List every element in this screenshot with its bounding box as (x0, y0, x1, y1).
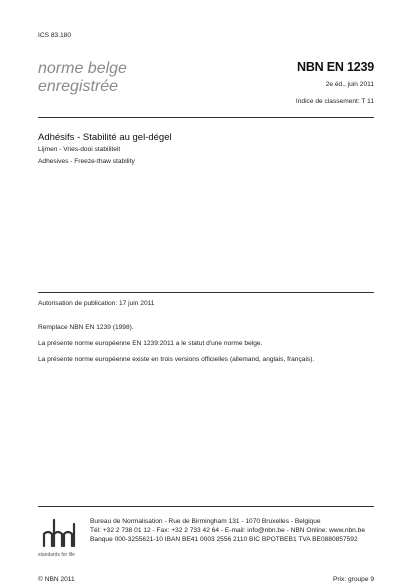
copyright: © NBN 2011 (38, 576, 75, 583)
footer-address: Bureau de Normalisation - Rue de Birmingham 131 - 1070 Bruxelles - Belgique (90, 518, 321, 525)
price-group: Prix: groupe 9 (332, 576, 374, 583)
ics-code: ICS 83.180 (38, 32, 71, 39)
publication-authorization: Autorisation de publication: 17 juin 2011 (38, 300, 155, 307)
status-paragraph: La présente norme européenne EN 1239:2011 a le statut d'une norme belge. (38, 340, 263, 347)
divider-bottom (38, 506, 374, 507)
subject-title-fr: Adhésifs - Stabilité au gel-dégel (38, 132, 172, 143)
doc-type-title-line1: norme belge (38, 60, 127, 77)
logo-tagline: standards for life (38, 552, 75, 558)
subject-title-en: Adhesives - Freeze-thaw stability (38, 158, 135, 165)
nbn-logo-icon (40, 510, 80, 550)
footer-bank: Banque 000-3255621-10 IBAN BE41 0003 2556 2110 BIC BPOTBEB1 TVA BE0880857592 (90, 536, 358, 543)
classification-index: Indice de classement: T 11 (295, 98, 374, 105)
footer-contact: Tél: +32 2 738 01 12 - Fax: +32 2 733 42 64 - E-mail: info@nbn.be - NBN Online: www.nbn.be (90, 527, 365, 534)
versions-paragraph: La présente norme européenne existe en trois versions officielles (allemand, anglais, français). (38, 356, 315, 363)
replaces-note: Remplace NBN EN 1239 (1998). (38, 324, 134, 331)
standard-number: NBN EN 1239 (297, 60, 374, 74)
doc-type-title-line2: enregistrée (38, 78, 119, 95)
edition-date: 2e éd., juin 2011 (325, 81, 374, 88)
divider-middle (38, 292, 374, 293)
divider-top (38, 117, 374, 118)
subject-title-nl: Lijmen - Vries-dooi stabiliteit (38, 146, 121, 153)
